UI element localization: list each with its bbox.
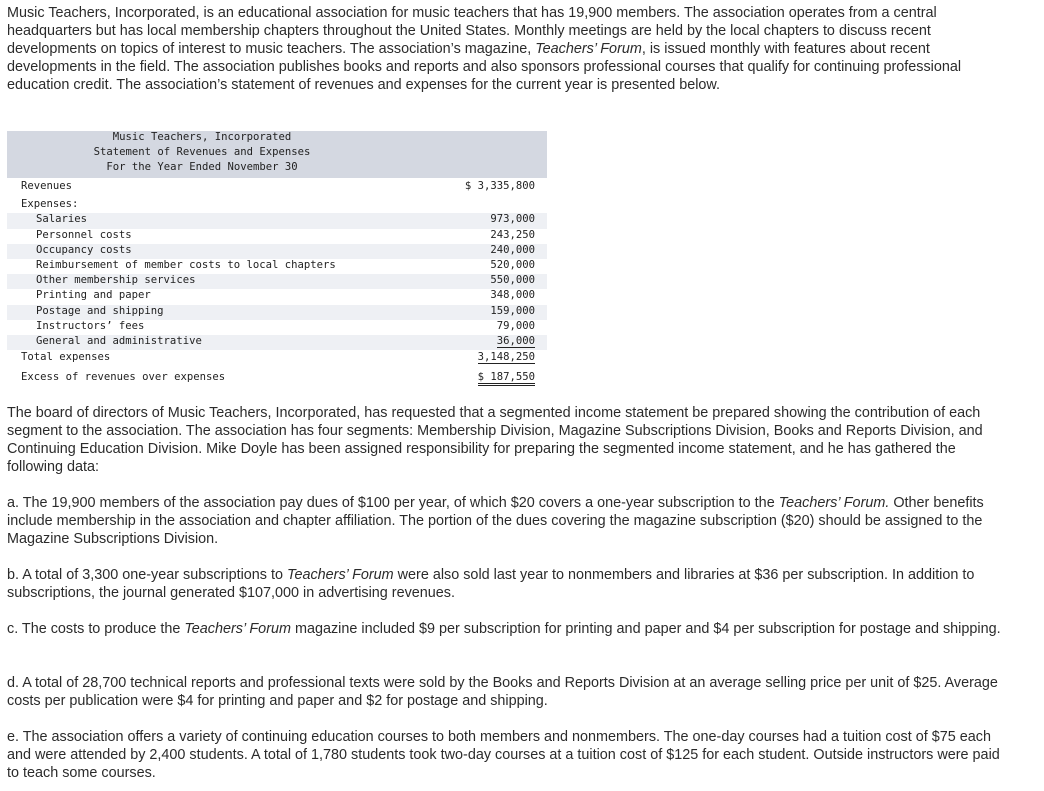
statement-company: Music Teachers, Incorporated — [112, 131, 292, 143]
expense-value: 243,250 — [490, 228, 535, 241]
item-c-text-1: c. The costs to produce the — [7, 621, 185, 637]
item-a-text-2: Other benefits include membership in the association and chapter affiliation. The portion of the dues covering the magazine subscription ($20) should be assigned to the Magazine Subscriptions Division. — [7, 495, 984, 547]
expense-row — [7, 259, 547, 274]
expense-label: Occupancy costs — [36, 243, 132, 256]
expense-row — [7, 229, 547, 244]
revenues-label: Revenues — [21, 180, 73, 192]
intro-text-1: Music Teachers, Incorporated, is an educational association for music teachers that has 19,900 members. The association operates from a central headquarters but has local membership chapters throughout the United States. Monthly meetings are held by the local chapters to discuss recent developments on topics of interest to music teachers. The association’s magazine, — [7, 5, 937, 57]
expense-label: Printing and paper — [36, 289, 151, 302]
magazine-title: Teachers’ Forum. — [778, 495, 890, 511]
statement-period: For the Year Ended November 30 — [106, 161, 298, 173]
expenses-label: Expenses: — [21, 198, 79, 211]
expense-row — [7, 289, 547, 304]
expense-row — [7, 213, 547, 228]
expense-label: Reimbursement of member costs to local chapters — [36, 258, 336, 271]
intro-paragraph — [7, 4, 1007, 94]
expense-value: 159,000 — [490, 304, 535, 317]
magazine-title: Teachers’ Forum — [287, 567, 394, 583]
revenues-row — [7, 180, 547, 195]
item-b-text-1: b. A total of 3,300 one-year subscriptions to — [7, 567, 287, 583]
total-expenses-value: 3,148,250 — [477, 351, 535, 364]
expenses-heading-row — [7, 198, 547, 213]
expense-label: Personnel costs — [36, 228, 132, 241]
expense-value: 79,000 — [496, 319, 535, 332]
excess-label: Excess of revenues over expenses — [21, 371, 226, 384]
item-d: d. A total of 28,700 technical reports and professional texts were sold by the Books and Reports Division at an average selling price per unit of $25. Average costs per publication were $4 for printing and paper and $2 for postage and shipping. — [7, 675, 998, 709]
expense-row — [7, 335, 547, 350]
revenues-value: $ 3,335,800 — [464, 180, 535, 192]
expense-row — [7, 244, 547, 259]
magazine-title: Teachers’ Forum — [535, 41, 642, 57]
excess-row — [7, 371, 547, 386]
item-c-text-2: magazine included $9 per subscription for printing and paper and $4 per subscription for postage and shipping. — [290, 621, 1001, 637]
item-a-text-1: a. The 19,900 members of the association pay dues of $100 per year, of which $20 covers a one-year subscription to the — [7, 495, 779, 511]
expense-row — [7, 274, 547, 289]
expense-value: 36,000 — [496, 334, 535, 347]
expense-row — [7, 320, 547, 335]
expense-label: Other membership services — [36, 274, 196, 287]
expense-value: 973,000 — [490, 213, 535, 226]
item-b-text-2: were also sold last year to nonmembers and libraries at $36 per subscription. In addition to subscriptions, the journal generated $107,000 in advertising revenues. — [7, 567, 975, 601]
statement-table — [7, 131, 547, 386]
expense-row — [7, 305, 547, 320]
statement-title: Statement of Revenues and Expenses — [93, 146, 311, 158]
expense-label: Instructors’ fees — [36, 319, 145, 332]
expense-value: 520,000 — [490, 258, 535, 271]
item-e: e. The association offers a variety of continuing education courses to both members and nonmembers. The one-day courses had a tuition cost of $75 each and were attended by 2,400 students. A total of 1,780 students took two-day courses at a tuition cost of $125 for each student. Outside instructors were paid to teach some courses. — [7, 729, 1000, 781]
expense-label: General and administrative — [36, 334, 202, 347]
intro-text-2: , is issued monthly with features about recent developments in the field. The association publishes books and reports and also sponsors professional courses that qualify for continuing professional education credit. The association’s statement of revenues and expenses for the current year is presented below. — [7, 41, 962, 93]
expense-value: 240,000 — [490, 243, 535, 256]
item-c — [7, 620, 1007, 638]
statement-header — [7, 131, 547, 178]
expense-label: Salaries — [36, 213, 88, 226]
expense-label: Postage and shipping — [36, 304, 164, 317]
magazine-title: Teachers’ Forum — [184, 621, 291, 637]
expense-value: 348,000 — [490, 289, 535, 302]
board-paragraph: The board of directors of Music Teachers, Incorporated, has requested that a segmented income statement be prepared showing the contribution of each segment to the association. The association has four segments: Membership Division, Magazine Subscriptions Division, Books and Reports Division, and Continuing Education Division. Mike Doyle has been assigned responsibility for preparing the segmented income statement, and he has gathered the following data: — [7, 405, 983, 475]
item-a — [7, 494, 1007, 548]
total-expenses-row — [7, 351, 547, 366]
item-b — [7, 566, 1007, 602]
expense-value: 550,000 — [490, 274, 535, 287]
excess-value: $ 187,550 — [478, 371, 535, 386]
total-expenses-label: Total expenses — [21, 351, 111, 364]
